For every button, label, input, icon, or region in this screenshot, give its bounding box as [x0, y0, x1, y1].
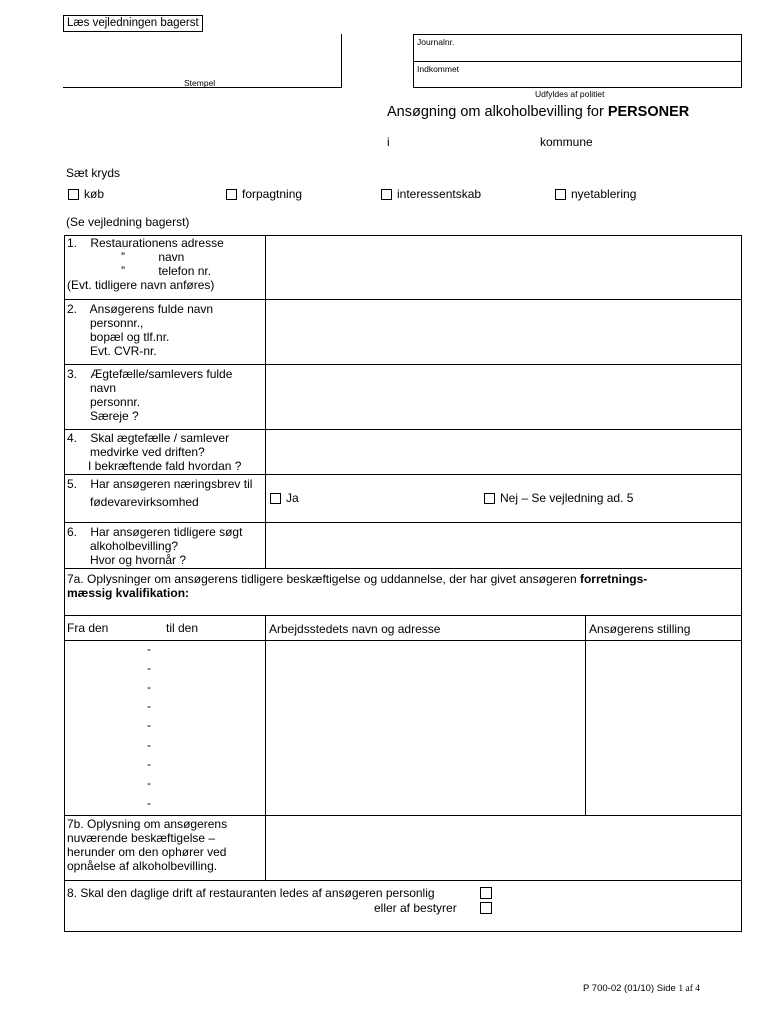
option-buy[interactable]: [68, 187, 104, 201]
row6-line: alkoholbevilling?: [90, 539, 179, 553]
position-column-divider: [585, 615, 586, 815]
row7b-line: opnåelse af alkoholbevilling.: [67, 859, 218, 873]
checkbox-buy[interactable]: [68, 189, 79, 200]
journal-number-label: Journalnr.: [417, 37, 455, 47]
option-lease-label: forpagtning: [242, 187, 303, 201]
checkbox-personal[interactable]: [480, 887, 492, 899]
row1-line: ” telefon nr.: [121, 264, 212, 278]
page-title: [387, 104, 689, 120]
label-column-divider: [265, 235, 266, 568]
label-column-divider: [265, 615, 266, 880]
police-box-divider: [413, 61, 742, 62]
date-dash: -: [147, 738, 151, 752]
date-dash: -: [147, 796, 151, 810]
row6-line: Hvor og hvornår ?: [90, 553, 187, 567]
row7b-line: nuværende beskæftigelse –: [67, 831, 216, 845]
row3-label: [67, 367, 232, 423]
stamp-label: Stempel: [184, 78, 216, 88]
title-emphasis: PERSONER: [607, 104, 690, 120]
row5-line: fødevarevirksomhed: [90, 495, 199, 509]
row6-label: [67, 525, 242, 567]
row-line: [64, 299, 742, 300]
col-to-header: til den: [166, 621, 199, 635]
row2-line: personnr.,: [90, 316, 144, 330]
date-dash: -: [147, 718, 151, 732]
read-guide-box: Læs vejledningen bagerst: [63, 15, 203, 32]
row1-line: ” navn: [121, 250, 185, 264]
checkbox-yes[interactable]: [270, 493, 281, 504]
row5-line: 5. Har ansøgeren næringsbrev til: [67, 477, 253, 491]
form-code: P 700-02 (01/10) Side: [583, 983, 679, 994]
row6-line: 6. Har ansøgeren tidligere søgt: [67, 525, 243, 539]
row7b-line: herunder om den ophører ved: [67, 845, 227, 859]
date-dash: -: [147, 776, 151, 790]
municipality-label: kommune: [540, 135, 593, 149]
col-position-header: Ansøgerens stilling: [589, 622, 691, 636]
row-line: [64, 640, 742, 641]
row4-line: 4. Skal ægtefælle / samlever: [67, 431, 230, 445]
cross-label: Sæt kryds: [66, 166, 121, 180]
municipality-in-label: i: [387, 135, 390, 149]
row7a-text: [67, 572, 737, 600]
col-workplace-header: Arbejdsstedets navn og adresse: [269, 622, 441, 636]
row-line: [64, 815, 742, 816]
row-line: [64, 429, 742, 430]
row-line: [64, 522, 742, 523]
see-guide-note: (Se vejledning bagerst): [66, 215, 190, 229]
checkbox-manager[interactable]: [480, 902, 492, 914]
row5-label: [67, 477, 252, 509]
yes-label: Ja: [286, 491, 299, 505]
row-line: [64, 880, 742, 881]
page-footer: [583, 983, 700, 994]
row8-line1: 8. Skal den daglige drift af restauranten ledes af ansøgeren personlig: [67, 886, 435, 900]
row-line: [64, 568, 742, 569]
no-label: Nej – Se vejledning ad. 5: [500, 491, 634, 505]
checkbox-lease[interactable]: [226, 189, 237, 200]
checkbox-partnership[interactable]: [381, 189, 392, 200]
row7b-line: 7b. Oplysning om ansøgerens: [67, 817, 228, 831]
option-lease[interactable]: [226, 187, 302, 201]
row2-label: [67, 302, 213, 358]
police-note: Udfyldes af politiet: [535, 89, 605, 99]
checkbox-no[interactable]: [484, 493, 495, 504]
page-of: af 4: [683, 984, 701, 994]
row3-line: Særeje ?: [90, 409, 139, 423]
received-label: Indkommet: [417, 64, 460, 74]
date-dash: -: [147, 680, 151, 694]
row2-line: 2. Ansøgerens fulde navn: [67, 302, 214, 316]
row1-line: (Evt. tidligere navn anføres): [67, 278, 215, 292]
row4-line: I bekræftende fald hvordan ?: [88, 459, 242, 473]
date-dash: -: [147, 661, 151, 675]
row2-line: Evt. CVR-nr.: [90, 344, 157, 358]
date-dash: -: [147, 757, 151, 771]
title-prefix: Ansøgning om alkoholbevilling for: [387, 104, 608, 120]
checkbox-new-establishment[interactable]: [555, 189, 566, 200]
date-dash: -: [147, 699, 151, 713]
row4-label: [67, 431, 241, 473]
option-new-establishment-label: nyetablering: [571, 187, 637, 201]
row-line: [64, 474, 742, 475]
row7a-bold: forretnings-: [579, 572, 648, 586]
stamp-divider: [341, 34, 342, 88]
trade-license-no[interactable]: [484, 491, 633, 505]
date-dash: -: [147, 642, 151, 656]
row3-line: 3. Ægtefælle/samlevers fulde: [67, 367, 233, 381]
option-partnership[interactable]: [381, 187, 481, 201]
option-partnership-label: interessentskab: [397, 187, 482, 201]
trade-license-yes[interactable]: [270, 491, 299, 505]
row2-line: bopæl og tlf.nr.: [90, 330, 170, 344]
col-from-header: Fra den: [67, 621, 109, 635]
row7b-label: [67, 817, 227, 873]
row7a-bold: mæssig kvalifikation:: [67, 586, 190, 600]
row-line: [64, 615, 742, 616]
page-number: 1: [678, 984, 684, 994]
option-buy-label: køb: [84, 187, 105, 201]
row1-label: [67, 236, 224, 292]
row-line: [64, 364, 742, 365]
option-new-establishment[interactable]: [555, 187, 636, 201]
row1-line: 1. Restaurationens adresse: [67, 236, 224, 250]
row7a-line: 7a. Oplysninger om ansøgerens tidligere beskæftigelse og uddannelse, der har givet ansøgeren: [67, 572, 580, 586]
row4-line: medvirke ved driften?: [90, 445, 205, 459]
row3-line: navn: [90, 381, 117, 395]
row8-line2: eller af bestyrer: [374, 901, 457, 915]
row3-line: personnr.: [90, 395, 141, 409]
